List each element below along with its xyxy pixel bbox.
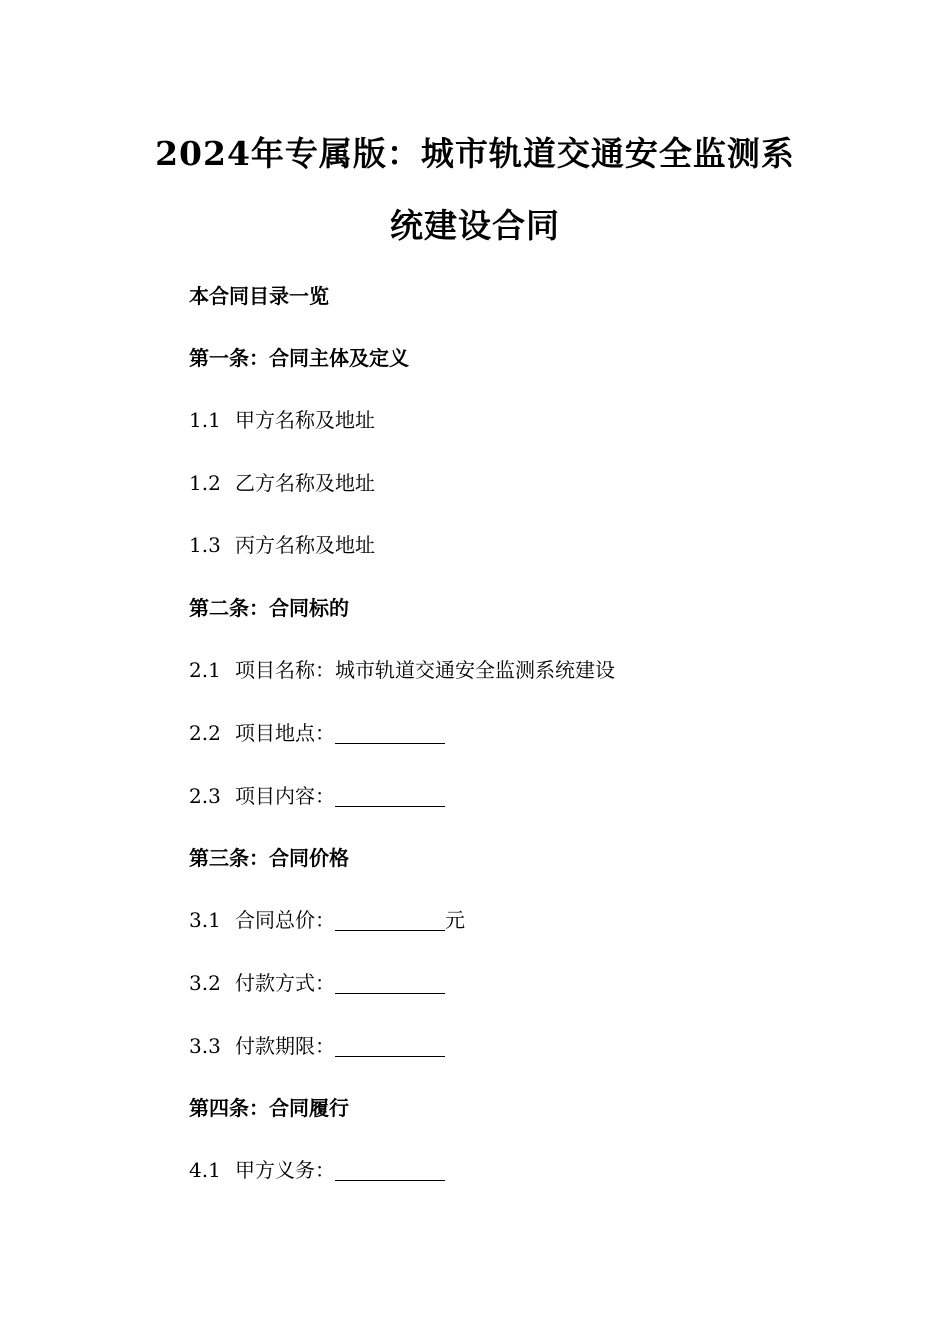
- clause-1-3: [189, 531, 375, 559]
- clause-number: 2.1: [189, 658, 221, 682]
- fill-in-blank: [335, 1162, 445, 1181]
- clause-number: 3.1: [189, 908, 221, 932]
- clause-number: 3.2: [189, 971, 221, 995]
- fill-in-blank: [335, 912, 445, 931]
- clause-3-2: [189, 969, 445, 997]
- section-heading-1: 第一条：合同主体及定义: [189, 346, 409, 370]
- clause-number: 1.1: [189, 408, 221, 432]
- section-heading-3: 第三条：合同价格: [189, 846, 349, 870]
- clause-number: 2.2: [189, 721, 221, 745]
- document-title-line-2: 统建设合同: [390, 206, 560, 245]
- document-title-line-1: 2024年专属版：城市轨道交通安全监测系: [155, 134, 795, 173]
- clause-2-2: [189, 719, 445, 747]
- clause-number: 4.1: [189, 1158, 221, 1182]
- clause-3-1: [189, 906, 465, 934]
- clause-1-2: [189, 469, 375, 497]
- clause-4-1: [189, 1156, 445, 1184]
- fill-in-blank: [335, 725, 445, 744]
- fill-in-blank: [335, 788, 445, 807]
- clause-number: 1.2: [189, 471, 221, 495]
- clause-text: 项目地点：: [235, 721, 335, 745]
- clause-text: 付款期限：: [235, 1034, 335, 1058]
- clause-2-3: [189, 782, 445, 810]
- clause-text: 付款方式：: [235, 971, 335, 995]
- clause-number: 1.3: [189, 533, 221, 557]
- clause-text: 甲方名称及地址: [235, 408, 375, 432]
- clause-number: 3.3: [189, 1034, 221, 1058]
- clause-number: 2.3: [189, 784, 221, 808]
- clause-3-3: [189, 1032, 445, 1060]
- clause-text: 甲方义务：: [235, 1158, 335, 1182]
- clause-text: 合同总价：: [235, 908, 335, 932]
- clause-text: 项目名称：城市轨道交通安全监测系统建设: [235, 658, 615, 682]
- section-heading-4: 第四条：合同履行: [189, 1096, 349, 1120]
- clause-text: 丙方名称及地址: [235, 533, 375, 557]
- section-heading-2: 第二条：合同标的: [189, 596, 349, 620]
- toc-heading: 本合同目录一览: [189, 284, 329, 308]
- clause-1-1: [189, 406, 375, 434]
- fill-in-blank: [335, 975, 445, 994]
- clause-2-1: [189, 656, 615, 684]
- clause-text: 项目内容：: [235, 784, 335, 808]
- clause-text: 乙方名称及地址: [235, 471, 375, 495]
- clause-suffix: 元: [445, 908, 465, 932]
- fill-in-blank: [335, 1038, 445, 1057]
